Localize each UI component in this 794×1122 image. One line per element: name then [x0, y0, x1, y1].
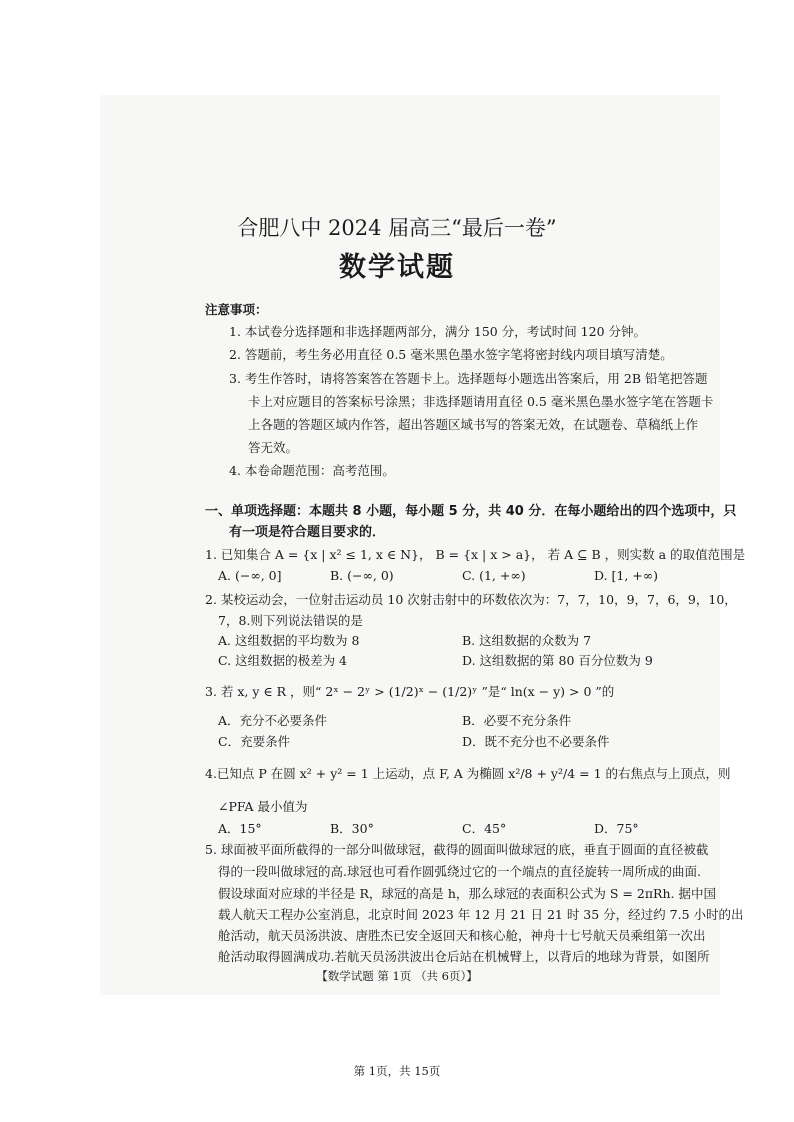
q5-line-4: 载人航天工程办公室消息，北京时间 2023 年 12 月 21 日 21 时 35 分，经过约 7.5 小时的出 [218, 907, 744, 922]
notice-item-2: 2. 答题前，考生务必用直径 0.5 毫米黑色墨水签字笔将密封线内项目填写清楚。 [229, 347, 673, 362]
q4-stem-cont: ∠PFA 最小值为 [218, 799, 308, 814]
q5-line-5: 舱活动，航天员汤洪波、唐胜杰已安全返回天和核心舱，神舟十七号航天员乘组第一次出 [218, 928, 706, 943]
notice-item-3: 3. 考生作答时，请将答案答在答题卡上。选择题每小题选出答案后，用 2B 铅笔把答题 [229, 371, 708, 386]
q5-line-3: 假设球面对应球的半径是 R，球冠的高是 h，那么球冠的表面积公式为 S = 2πRh. 据中国 [218, 886, 716, 901]
q1-option-d: D. [1, +∞) [594, 568, 659, 583]
q2-option-b: B. 这组数据的众数为 7 [462, 633, 592, 648]
q2-option-d: D. 这组数据的第 80 百分位数为 9 [462, 653, 653, 668]
q2-option-a: A. 这组数据的平均数为 8 [218, 633, 360, 648]
exam-title: 合肥八中 2024 届高三“最后一卷” [237, 216, 557, 240]
q3-option-c: C．充要条件 [218, 734, 291, 749]
q2-option-c: C. 这组数据的极差为 4 [218, 653, 347, 668]
subject-title: 数学试题 [339, 252, 455, 283]
notice-item-1: 1. 本试卷分选择题和非选择题两部分，满分 150 分，考试时间 120 分钟。 [229, 324, 647, 339]
q5-line-2: 得的一段叫做球冠的高.球冠也可看作圆弧绕过它的一个端点的直径旋转一周所成的曲面. [218, 864, 701, 879]
q3-option-d: D．既不充分也不必要条件 [462, 734, 610, 749]
q2-stem: 2. 某校运动会，一位射击运动员 10 次射击射中的环数依次为：7，7，10，9，7，6，9，10， [205, 592, 737, 607]
section1-heading: 一、单项选择题：本题共 8 小题，每小题 5 分，共 40 分．在每小题给出的四个选项中，只 [205, 504, 737, 519]
q4-stem: 4.已知点 P 在圆 x² + y² = 1 上运动，点 F, A 为椭圆 x²/8 + y²/4 = 1 的右焦点与上顶点，则 [205, 766, 731, 781]
inner-page-footer: 【数学试题 第 1页 （共 6页）】 [316, 969, 478, 983]
q3-stem: 3. 若 x, y ∈ R ，则“ 2ˣ − 2ʸ > (1/2)ˣ − (1/2)ʸ ”是“ ln(x − y) > 0 ”的 [205, 684, 615, 699]
notice-item-3-cont2: 上各题的答题区域内作答，超出答题区域书写的答案无效，在试题卷、草稿纸上作 [248, 417, 699, 432]
notice-item-3-cont3: 答无效。 [248, 440, 299, 455]
q5-line-6: 舱活动取得圆满成功.若航天员汤洪波出仓后站在机械臂上，以背后的地球为背景，如图所 [218, 949, 710, 964]
notice-heading: 注意事项： [205, 302, 268, 317]
q4-option-a: A．15° [218, 821, 262, 836]
q3-option-a: A．充分不必要条件 [218, 713, 328, 728]
section1-heading-cont: 有一项是符合题目要求的． [229, 525, 386, 540]
q1-option-c: C. (1, +∞) [462, 568, 526, 583]
q3-option-b: B．必要不充分条件 [462, 713, 572, 728]
notice-item-4: 4. 本卷命题范围：高考范围。 [229, 463, 395, 478]
q1-option-b: B. (−∞, 0) [330, 568, 394, 583]
q4-option-c: C．45° [462, 821, 507, 836]
q1-option-a: A. (−∞, 0] [218, 568, 282, 583]
q5-line-1: 5. 球面被平面所截得的一部分叫做球冠，截得的圆面叫做球冠的底，垂直于圆面的直径被截 [205, 842, 709, 857]
q1-stem: 1. 已知集合 A = {x | x² ≤ 1, x ∈ N}， B = {x | x > a}， 若 A ⊆ B ，则实数 a 的取值范围是 [205, 547, 746, 562]
q4-option-d: D．75° [594, 821, 639, 836]
q4-option-b: B．30° [330, 821, 374, 836]
q2-stem-cont: 7，8.则下列说法错误的是 [218, 613, 363, 628]
notice-item-3-cont1: 卡上对应题目的答案标号涂黑；非选择题请用直径 0.5 毫米黑色墨水签字笔在答题卡 [248, 394, 714, 409]
outer-page-footer: 第 1页，共 15页 [353, 1064, 441, 1078]
